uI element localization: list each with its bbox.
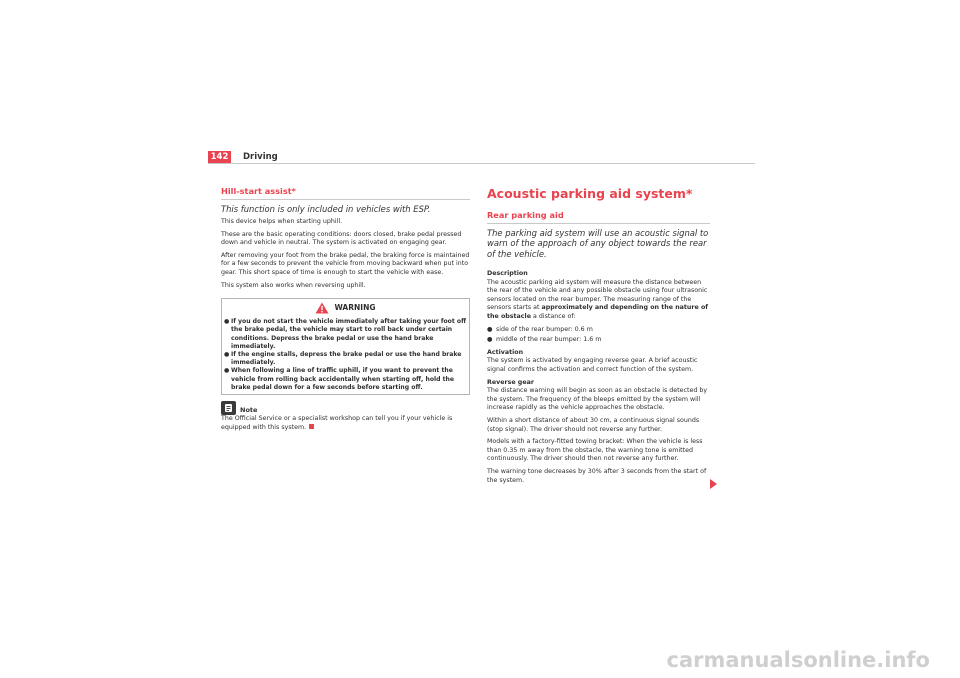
note-icon [221,401,236,415]
paragraph: Models with a factory-fitted towing bracket: When the vehicle is less than 0.35 m away from the obstacle, the warning tone is emitted continuously. The driver should then not reverse any further. [487,438,703,463]
bullet-icon: ● [224,367,230,375]
intro-hill-start: This function is only included in vehicles with ESP. [221,203,431,214]
next-page-arrow-icon[interactable] [710,479,717,489]
sub-section-title-rear-parking: Rear parking aid [487,211,710,224]
description-heading: Description [487,270,528,278]
bullet-icon: ● [487,325,493,333]
activation-paragraph: The system is activated by engaging reverse gear. A brief acoustic signal confirms the activation and correct function of the system. [487,357,698,374]
paragraph: This device helps when starting uphill. [221,218,343,226]
warning-item: ● If the engine stalls, depress the brake pedal or use the hand brake immediately. [224,351,462,367]
left-column [221,187,470,436]
warning-triangle-icon [315,302,329,314]
paragraph: This system also works when reversing uphill. [221,281,366,289]
watermark: carmanualsonline.info [666,648,930,672]
note-label: Note [240,406,258,415]
warning-box [221,298,470,395]
paragraph: The warning tone decreases by 30% after 3 seconds from the start of the system. [487,467,707,484]
description-paragraph: The acoustic parking aid system will measure the distance between the rear of the vehicle and any possible obstacle using four ultrasonic sensors located on the rear bumper. The measuring range of the sensors starts at approximately and depending on the nature of the obstacle a distance of: [487,278,709,321]
paragraph: After removing your foot from the brake pedal, the braking force is maintained for a few seconds to prevent the vehicle from moving backward when put into gear. This short space of time is enough to start the vehicle with ease. [221,251,470,277]
bullet-icon: ● [224,351,230,359]
right-column [487,186,710,489]
warning-header [224,302,467,314]
warning-item: ● If you do not start the vehicle immediately after taking your foot off the brake pedal, the vehicle may start to roll back under certain conditions. Depress the brake pedal or use the hand brake immediately. [224,318,467,350]
intro-parking-aid: The parking aid system will use an acoustic signal to warn of the approach of any object towards the rear of the vehicle. [487,227,709,259]
bullet-icon: ● [224,318,230,326]
distance-list [487,326,710,345]
header-divider [208,163,755,164]
list-item: ● middle of the rear bumper: 1.6 m [487,336,602,344]
activation-heading: Activation [487,348,524,356]
paragraph: Within a short distance of about 30 cm, a continuous signal sounds (stop signal). The driver should not reverse any further. [487,417,700,433]
note-header [221,401,470,415]
section-title-parking-aid: Acoustic parking aid system* [487,186,693,201]
page-number: 142 [208,151,231,164]
bullet-icon: ● [487,336,493,344]
warning-title: WARNING [334,303,376,313]
paragraph: The distance warning will begin as soon as an obstacle is detected by the system. The frequency of the bleeps emitted by the system will increase rapidly as the vehicle approaches the obstacle. [487,387,708,412]
reverse-gear-heading: Reverse gear [487,378,534,386]
section-title-hill-start: Hill-start assist* [221,187,470,200]
note-text: The Official Service or a specialist workshop can tell you if your vehicle is equipped with this system. [221,415,453,431]
warning-item: ● When following a line of traffic uphill, if you want to prevent the vehicle from rolling back accidentally when starting off, hold the brake pedal down for a few seconds before starting off. [224,367,454,391]
list-item: ● side of the rear bumper: 0.6 m [487,325,593,333]
end-of-section-icon [309,424,314,429]
running-title: Driving [243,152,278,162]
paragraph: These are the basic operating conditions: doors closed, brake pedal pressed down and vehicle in neutral. The system is activated on engaging gear. [221,230,462,247]
